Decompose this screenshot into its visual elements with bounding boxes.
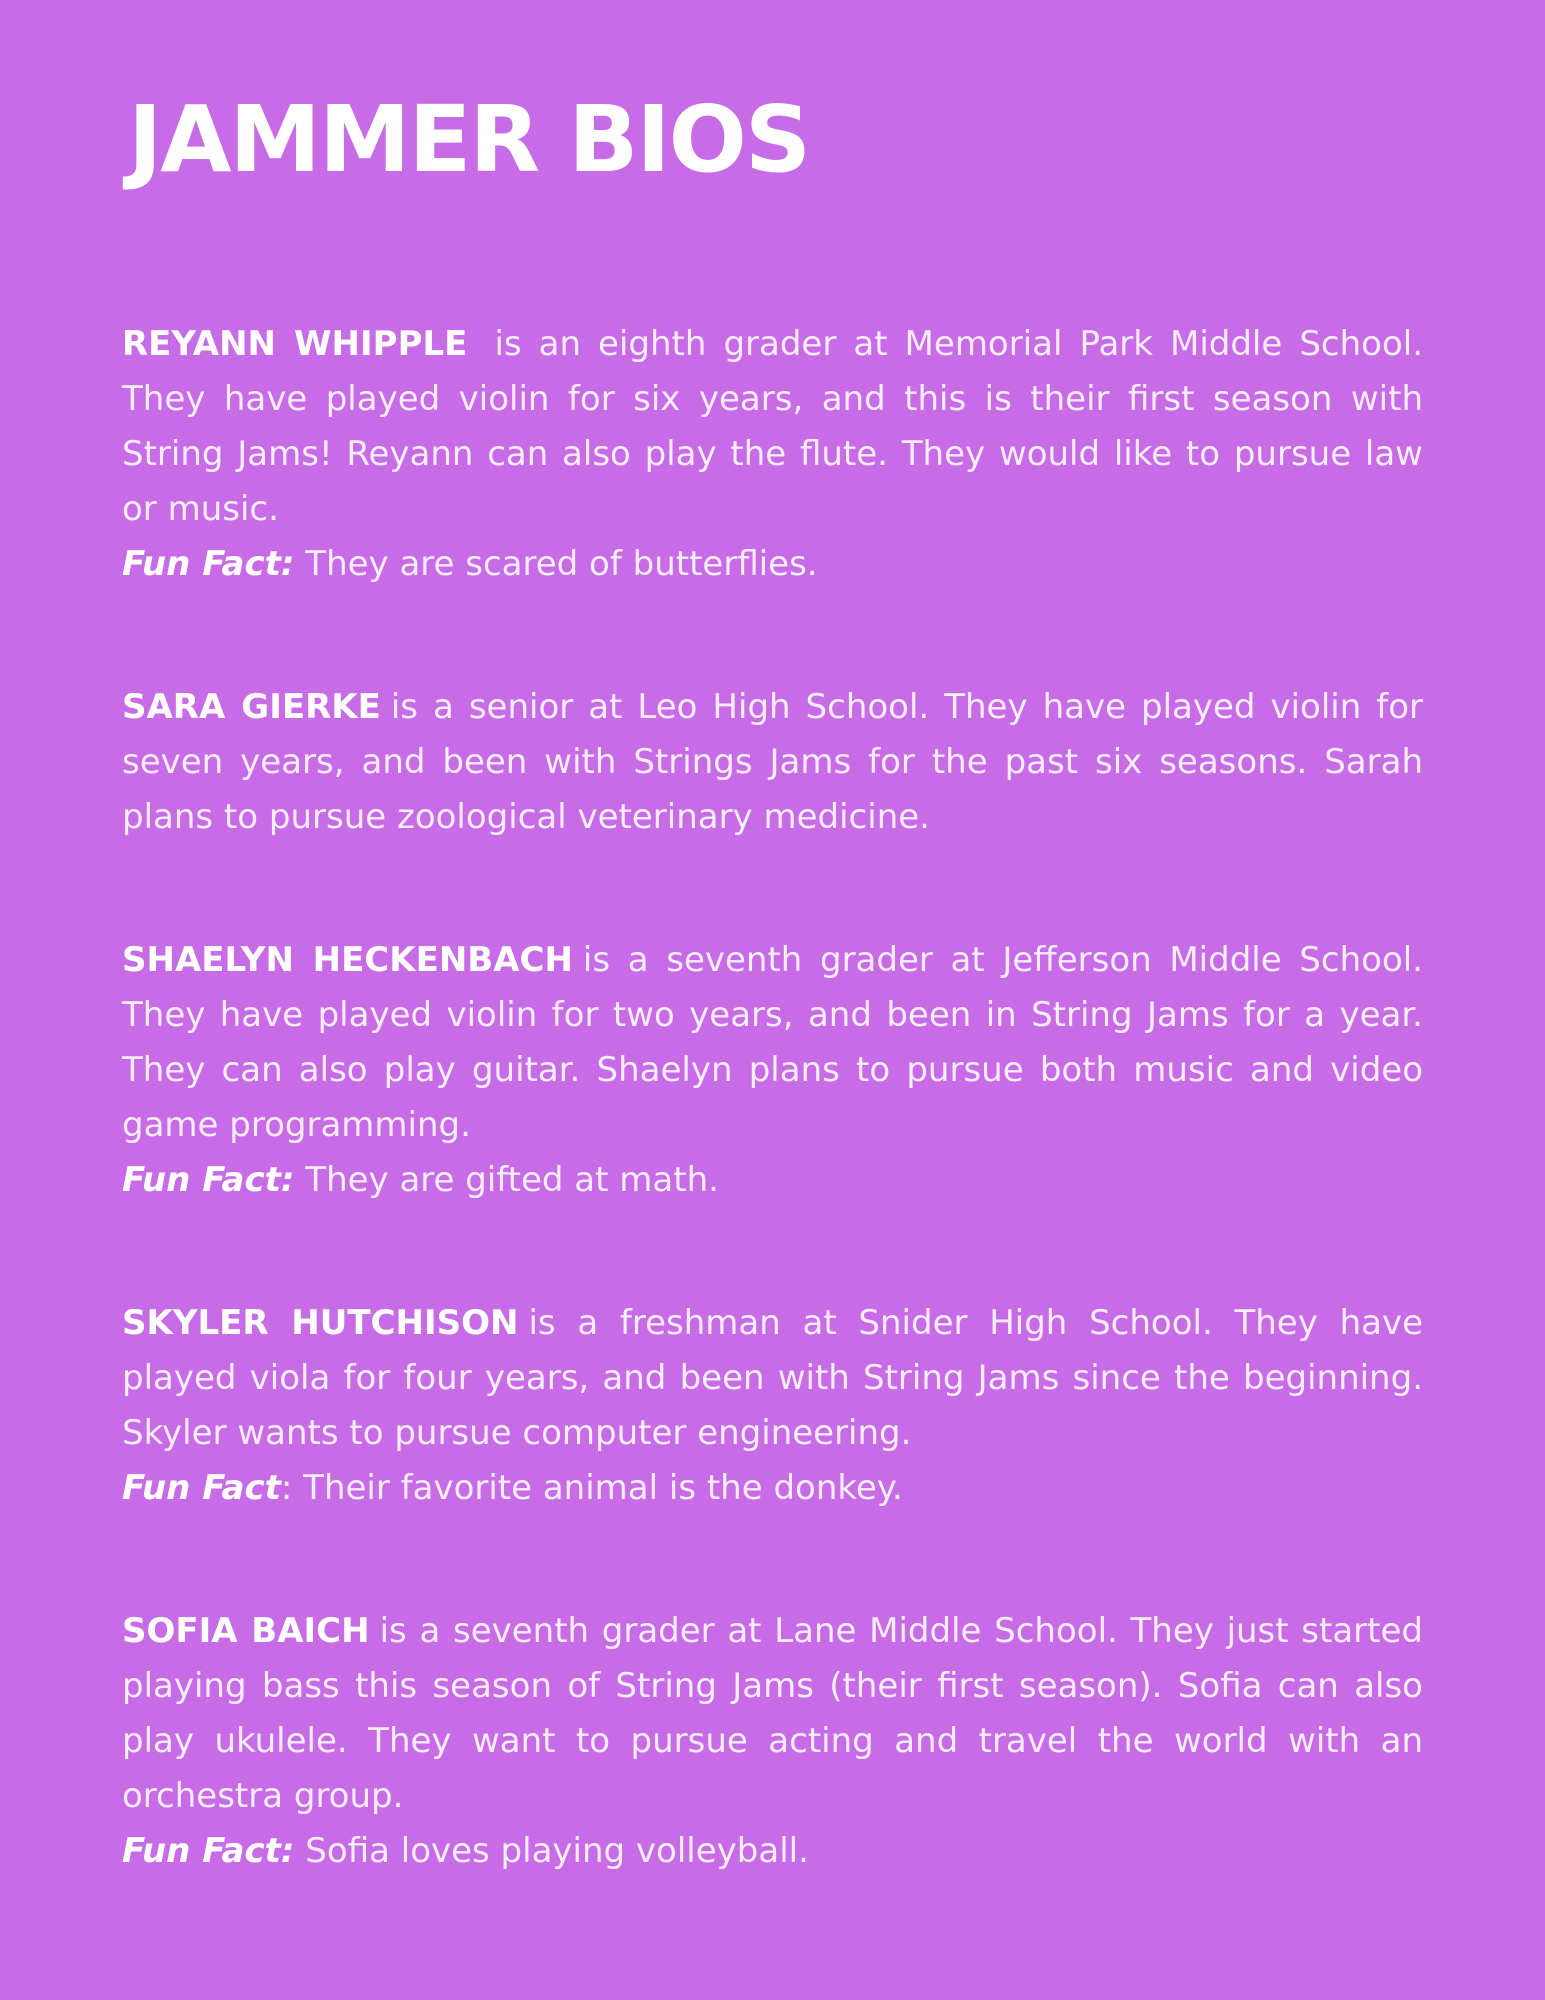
fun-fact <box>122 1824 1423 1879</box>
bio-paragraph <box>122 317 1423 537</box>
bio-paragraph <box>122 1604 1423 1824</box>
bio-description: is a seventh grader at Lane Middle School. They just started playing bass this season of String Jams (their first season). Sofia can also play ukulele. They want to pursue acting and travel the world with an orchestra group. <box>122 1610 1423 1816</box>
bio-description: is a freshman at Snider High School. They have played viola for four years, and been with String Jams since the beginning. Skyler wants to pursue computer engineering. <box>122 1302 1423 1453</box>
bio-name: SHAELYN HECKENBACH <box>122 939 573 980</box>
bio-list <box>122 317 1423 1879</box>
bio-name: SKYLER HUTCHISON <box>122 1302 519 1343</box>
bio-paragraph <box>122 933 1423 1153</box>
bio-paragraph <box>122 680 1423 845</box>
bio-description: is a seventh grader at Jefferson Middle School. They have played violin for two years, and been in String Jams for a year. They can also play guitar. Shaelyn plans to pursue both music and video game programming. <box>122 939 1423 1145</box>
page-title: JAMMER BIOS <box>128 86 810 193</box>
bio-shaelyn-heckenbach <box>122 933 1423 1208</box>
fun-fact-text: : Their favorite animal is the donkey. <box>280 1467 903 1508</box>
fun-fact-text: Sofia loves playing volleyball. <box>294 1830 809 1871</box>
fun-fact-text: They are gifted at math. <box>294 1159 719 1200</box>
bio-paragraph <box>122 1296 1423 1461</box>
bio-name: SOFIA BAICH <box>122 1610 370 1651</box>
fun-fact-label: Fun Fact: <box>122 543 295 584</box>
bio-description: is a senior at Leo High School. They have played violin for seven years, and been with Strings Jams for the past six seasons. Sarah plans to pursue zoological veterinary medicine. <box>122 686 1424 837</box>
bio-description: is an eighth grader at Memorial Park Middle School. They have played violin for six years, and this is their first season with String Jams! Reyann can also play the flute. They would like to pursue law or music. <box>122 323 1424 529</box>
fun-fact-label: Fun Fact <box>122 1467 281 1508</box>
fun-fact <box>122 1461 1423 1516</box>
bio-sofia-baich <box>122 1604 1423 1879</box>
bio-sara-gierke <box>122 680 1423 845</box>
fun-fact-label: Fun Fact: <box>122 1830 295 1871</box>
bio-reyann-whipple <box>122 317 1423 592</box>
fun-fact-text: They are scared of butterflies. <box>294 543 818 584</box>
bio-name: SARA GIERKE <box>122 686 381 727</box>
fun-fact <box>122 537 1423 592</box>
bio-skyler-hutchison <box>122 1296 1423 1516</box>
fun-fact-label: Fun Fact: <box>122 1159 295 1200</box>
fun-fact <box>122 1153 1423 1208</box>
bio-name: REYANN WHIPPLE <box>122 323 468 364</box>
